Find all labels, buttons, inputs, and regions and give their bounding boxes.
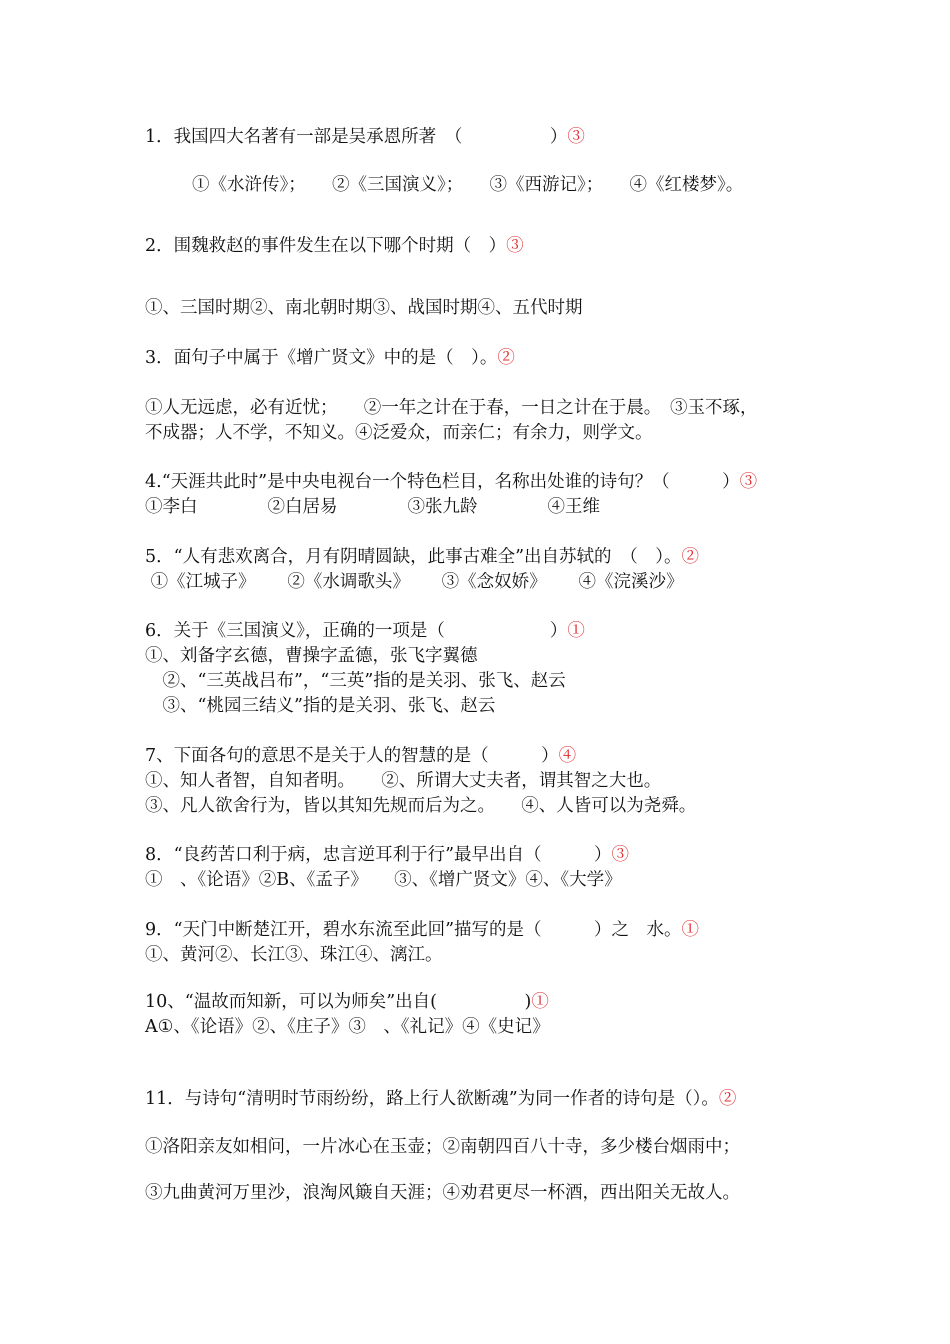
options-7-line-2: ③、凡人欲舍行为，皆以其知先规而后为之。 ④、人皆可以为尧舜。: [145, 796, 697, 816]
options-11-line-1: ①洛阳亲友如相问，一片冰心在玉壶；②南朝四百八十寺，多少楼台烟雨中；: [145, 1137, 740, 1157]
answer-mark: ②: [681, 547, 700, 567]
answer-mark: ③: [567, 127, 585, 147]
question-3: 3．面句子中属于《增广贤文》中的是（ ）。②: [145, 348, 515, 368]
options-2: ①、三国时期②、南北朝时期③、战国时期④、五代时期: [145, 298, 583, 318]
options-11-line-2: ③九曲黄河万里沙，浪淘风簸自天涯；④劝君更尽一杯酒，西出阳关无故人。: [145, 1183, 740, 1203]
answer-mark: ④: [558, 746, 577, 766]
answer-mark: ③: [506, 236, 524, 256]
question-6: 6．关于《三国演义》，正确的一项是（ ）①: [145, 621, 585, 641]
options-6-line-1: ①、刘备字玄德，曹操字孟德，张飞字翼德: [145, 646, 478, 666]
answer-mark: ①: [567, 621, 585, 641]
answer-mark: ②: [718, 1089, 737, 1109]
answer-mark: ③: [611, 845, 630, 865]
options-6-line-3: ③、“桃园三结义”指的是关羽、张飞、赵云: [145, 696, 496, 716]
options-4: ①李白 ②白居易 ③张九龄 ④王维: [145, 497, 600, 517]
question-10: 10、“温故而知新，可以为师矣”出自( )①: [145, 992, 549, 1012]
options-6-line-2: ②、“三英战吕布”，“三英”指的是关羽、张飞、赵云: [145, 671, 566, 691]
options-1: ①《水浒传》； ②《三国演义》； ③《西游记》； ④《红楼梦》。: [192, 175, 744, 195]
question-4: 4.“天涯共此时”是中央电视台一个特色栏目，名称出处谁的诗句？（ ）③: [145, 472, 758, 492]
question-5: 5．“人有悲欢离合，月有阴晴圆缺，此事古难全”出自苏轼的 （ ）。②: [145, 547, 700, 567]
answer-mark: ①: [681, 920, 700, 940]
options-10: A①、《论语》②、《庄子》③ 、《礼记》④《史记》: [145, 1017, 550, 1037]
options-8: ① 、《论语》②B、《孟子》 ③、《增广贤文》④、《大学》: [145, 870, 622, 890]
question-2: 2．围魏救赵的事件发生在以下哪个时期（ ）③: [145, 236, 524, 256]
question-9: 9．“天门中断楚江开，碧水东流至此回”描写的是（ ）之 水。①: [145, 920, 700, 940]
answer-mark: ①: [531, 992, 549, 1012]
options-3-line-2: 不成器；人不学，不知义。④泛爱众，而亲仁；有余力，则学文。: [145, 423, 653, 443]
question-8: 8．“良药苦口利于病，忠言逆耳利于行”最早出自（ ）③: [145, 845, 630, 865]
question-11: 11．与诗句“清明时节雨纷纷，路上行人欲断魂”为同一作者的诗句是（）。②: [145, 1089, 737, 1109]
options-5: ①《江城子》 ②《水调歌头》 ③《念奴娇》 ④《浣溪沙》: [145, 572, 684, 592]
options-3-line-1: ①人无远虑，必有近忧； ②一年之计在于春，一日之计在于晨。 ③玉不琢，: [145, 398, 758, 418]
options-9: ①、黄河②、长江③、珠江④、漓江。: [145, 945, 443, 965]
question-7: 7、下面各句的意思不是关于人的智慧的是（ ）④: [145, 746, 577, 766]
answer-mark: ③: [739, 472, 758, 492]
answer-mark: ②: [497, 348, 515, 368]
question-1: 1．我国四大名著有一部是吴承恩所著 （ ）③: [145, 127, 585, 147]
options-7-line-1: ①、知人者智，自知者明。 ②、所谓大丈夫者，谓其智之大也。: [145, 771, 662, 791]
